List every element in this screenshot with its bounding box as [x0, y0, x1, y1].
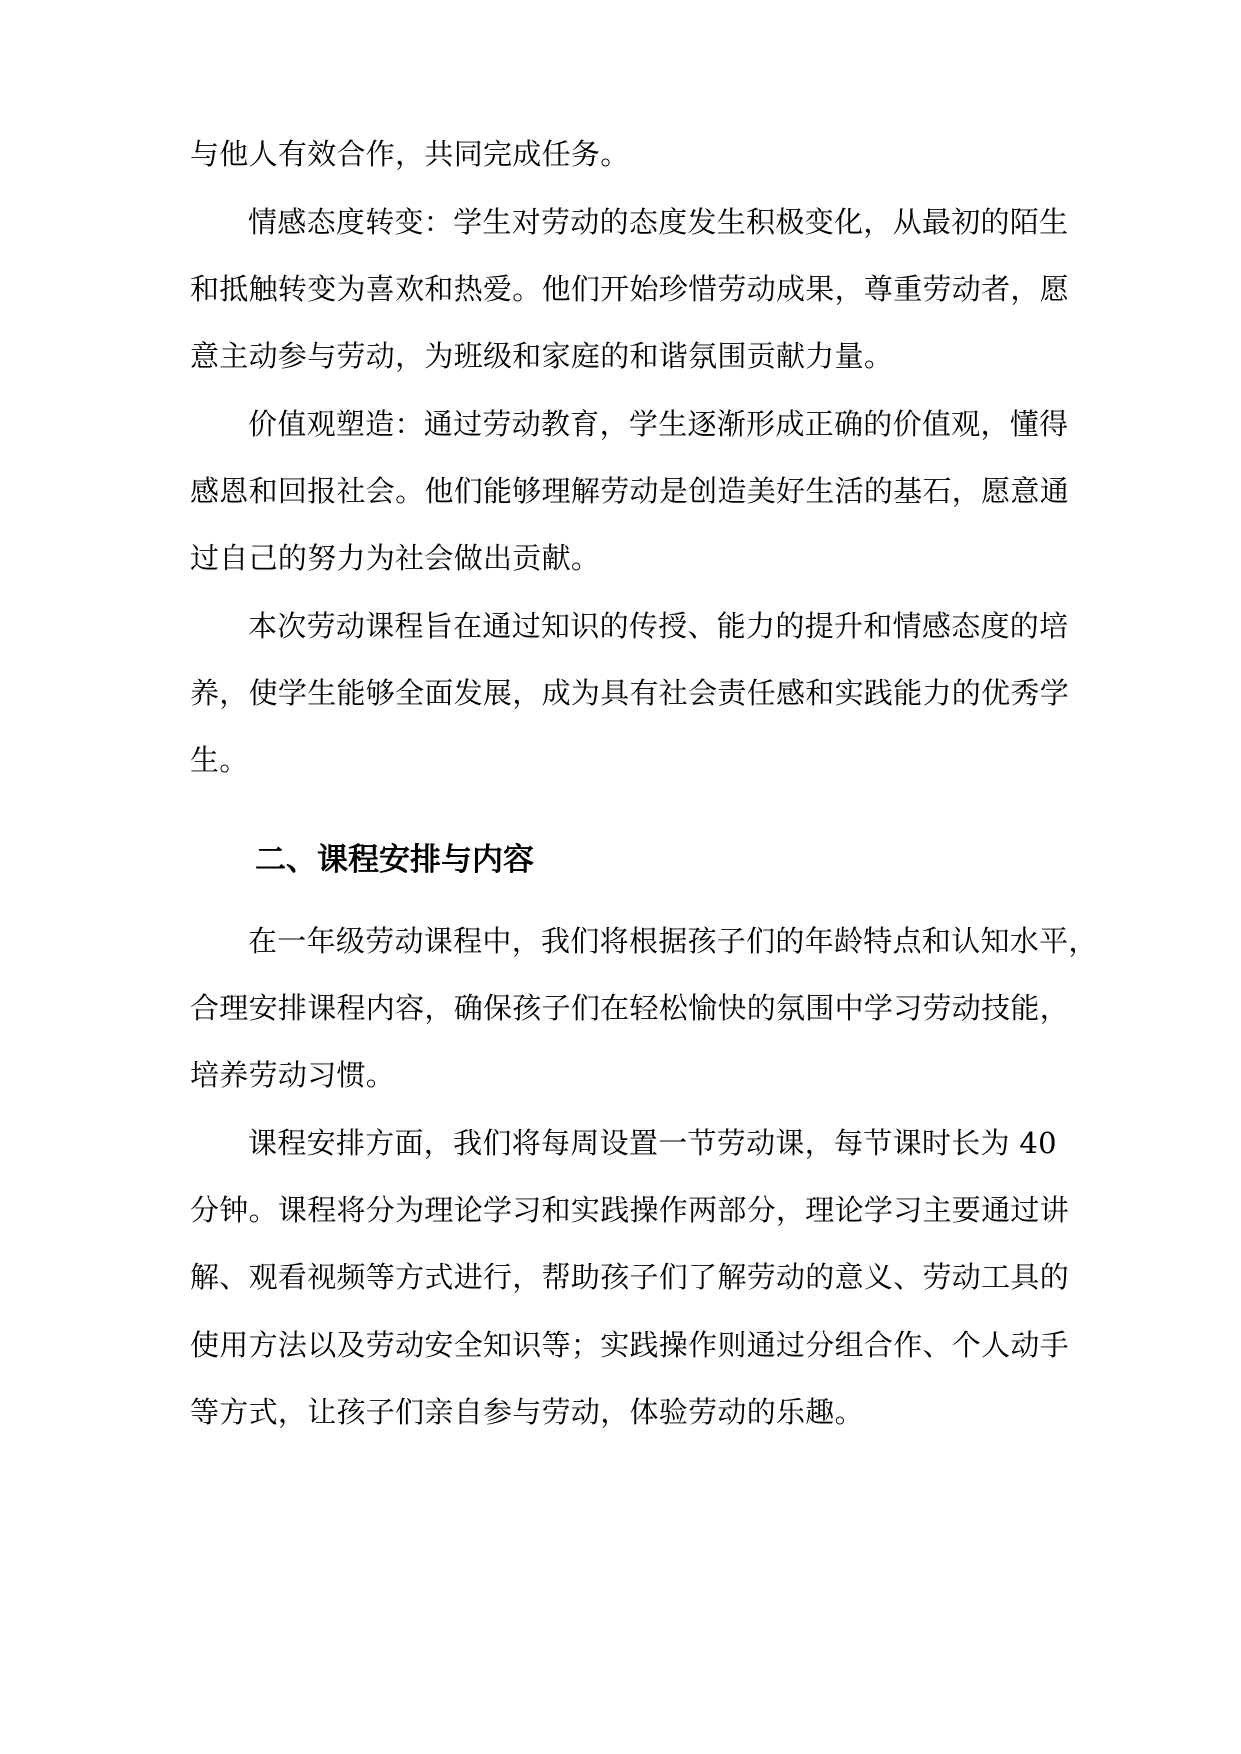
paragraph-line: 培养劳动习惯。: [190, 1058, 396, 1092]
paragraph-line: 过自己的努力为社会做出贡献。: [190, 541, 601, 575]
paragraph-line: 情感态度转变：学生对劳动的态度发生积极变化，从最初的陌生: [248, 205, 1069, 239]
paragraph-line: 使用方法以及劳动安全知识等；实践操作则通过分组合作、个人动手: [190, 1328, 1070, 1362]
paragraph-line: 在一年级劳动课程中，我们将根据孩子们的年龄特点和认知水平，: [248, 924, 1098, 958]
paragraph-line: 感恩和回报社会。他们能够理解劳动是创造美好生活的基石，愿意通: [190, 474, 1070, 508]
paragraph-line: 等方式，让孩子们亲自参与劳动，体验劳动的乐趣。: [190, 1395, 864, 1429]
paragraph-line: 解、观看视频等方式进行，帮助孩子们了解劳动的意义、劳动工具的: [190, 1260, 1070, 1294]
paragraph-line: 养，使学生能够全面发展，成为具有社会责任感和实践能力的优秀学: [190, 676, 1070, 710]
paragraph-line: 本次劳动课程旨在通过知识的传授、能力的提升和情感态度的培: [248, 609, 1069, 643]
paragraph-line: 意主动参与劳动，为班级和家庭的和谐氛围贡献力量。: [190, 339, 894, 373]
paragraph-line: 价值观塑造：通过劳动教育，学生逐渐形成正确的价值观，懂得: [248, 407, 1069, 441]
paragraph-line: 合理安排课程内容，确保孩子们在轻松愉快的氛围中学习劳动技能，: [190, 991, 1070, 1025]
paragraph-line: 与他人有效合作，共同完成任务。: [190, 137, 630, 171]
paragraph-line: 和抵触转变为喜欢和热爱。他们开始珍惜劳动成果，尊重劳动者，愿: [190, 272, 1070, 306]
paragraph-line: 生。: [190, 743, 249, 777]
section-heading: 二、课程安排与内容: [255, 842, 534, 878]
paragraph-line: 分钟。课程将分为理论学习和实践操作两部分，理论学习主要通过讲: [190, 1193, 1070, 1227]
paragraph-line: 课程安排方面，我们将每周设置一节劳动课，每节课时长为 40: [248, 1126, 1057, 1160]
